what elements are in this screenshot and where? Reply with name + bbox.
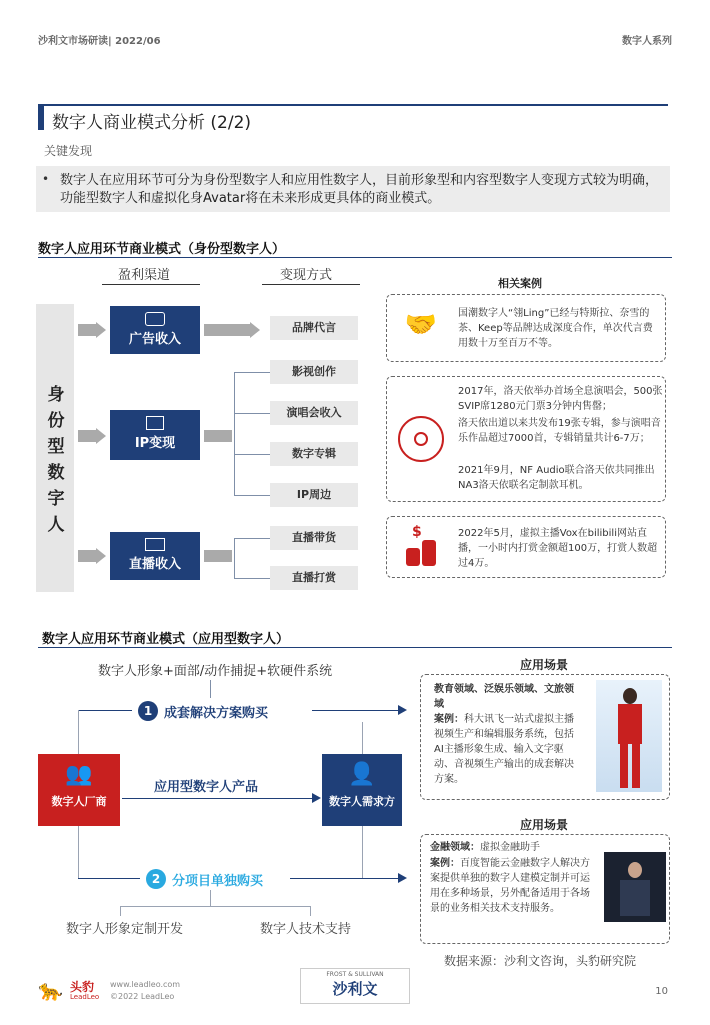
method-concert-revenue: 演唱会收入 <box>270 401 358 425</box>
arrow-ad-to-method <box>204 324 250 336</box>
frame-right-bottom <box>362 826 363 878</box>
live-branch-vline <box>234 538 235 579</box>
live-branch-2 <box>234 578 270 579</box>
leadleo-logo-sub: LeadLeo <box>70 993 100 1001</box>
frost-sullivan-logo: FROST & SULLIVAN 沙利文 <box>300 968 410 1004</box>
case-text-2: 2017年，洛天依举办首场全息演唱会，500张SVIP席1280元门票3分钟内售罄； <box>458 386 663 412</box>
bottom-branch-right <box>310 906 311 916</box>
arrow-3 <box>78 550 96 562</box>
step1-arrowhead <box>398 705 407 715</box>
monitor-icon <box>145 312 165 326</box>
col-case-label: 相关案例 <box>498 277 542 290</box>
footer-copyright: ©2022 LeadLeo <box>110 992 175 1001</box>
identity-type-label: 身 份 型 数 字 人 <box>47 385 65 535</box>
arrow-1 <box>78 324 96 336</box>
page-title: 数字人商业模式分析 (2/2) <box>52 113 252 133</box>
frame-left-top <box>78 710 79 754</box>
scene1-label: 应用场景 <box>520 658 569 672</box>
music-network-icon <box>398 416 444 462</box>
bottom-branch-left <box>120 906 121 916</box>
buyer-box: 👤 数字人需求方 <box>322 754 402 826</box>
section1-rule <box>38 257 672 258</box>
channel-ip-monetize: IP变现 <box>110 410 200 460</box>
step1-number-badge: 1 <box>138 701 158 721</box>
handshake-icon: 🤝 <box>404 310 438 340</box>
avatar-presenter-image <box>596 680 662 792</box>
components-connector <box>210 680 211 698</box>
method-live-tipping: 直播打赏 <box>270 566 358 590</box>
method-digital-album: 数字专辑 <box>270 442 358 466</box>
bullet-text: 数字人在应用环节可分为身份型数字人和应用性数字人，目前形象型和内容型数字人变现方式较为明确，功能型数字人和虚拟化身Avatar将在未来形成更具体的商业模式。 <box>60 173 659 206</box>
frame-right-top <box>362 722 363 754</box>
product-label: 应用型数字人产品 <box>154 780 259 795</box>
frame-left-bottom <box>78 826 79 878</box>
coins-icon: $ <box>402 522 438 570</box>
header-right: 数字人系列 <box>622 36 672 47</box>
scene2-domain: 金融领域：虚拟金融助手 <box>430 842 540 853</box>
scene2-label: 应用场景 <box>520 818 569 832</box>
key-findings-label: 关键发现 <box>44 144 93 158</box>
ticket-icon <box>146 416 164 430</box>
title-rule <box>38 104 668 106</box>
step2-arrowhead <box>398 873 407 883</box>
tech-support: 数字人技术支持 <box>260 922 352 937</box>
method-film-creation: 影视创作 <box>270 360 358 384</box>
arrow-2 <box>78 430 96 442</box>
page-number: 10 <box>655 986 668 997</box>
case-text-5: 2022年5月，虚拟主播Vox在bilibili网站直播，一小时内打赏金额超100万，打赏人数超过4万。 <box>458 528 658 569</box>
title-marker <box>38 104 44 130</box>
header-left: 沙利文市场研读| 2022/06 <box>38 36 161 47</box>
live-branch-1 <box>234 538 270 539</box>
col-method-label: 变现方式 <box>280 268 333 283</box>
people-icon: 👥 <box>65 762 93 787</box>
data-source: 数据来源：沙利文咨询，头豹研究院 <box>444 954 637 968</box>
section2-title: 数字人应用环节商业模式（应用型数字人） <box>42 632 290 647</box>
ip-branch-1 <box>234 372 270 373</box>
leadleo-logo-text: 头豹 <box>70 980 95 994</box>
vendor-box: 👥 数字人厂商 <box>38 754 120 826</box>
arrow-ip-to-methods <box>204 430 232 442</box>
step2-label: 分项目单独购买 <box>172 874 264 889</box>
col-channel-label: 盈利渠道 <box>118 268 171 283</box>
bottom-branch-stem <box>210 890 211 906</box>
footer-site: www.leadleo.com <box>110 980 181 989</box>
leadleo-logo-icon: 🐆 <box>38 978 63 1002</box>
step2-number-badge: 2 <box>146 869 166 889</box>
product-arrowhead <box>312 793 321 803</box>
col-channel-rule <box>102 284 200 285</box>
col-method-rule <box>262 284 360 285</box>
scene1-domain: 教育领域、泛娱乐领域、文旅领域 <box>434 684 574 710</box>
bullet-dot: • <box>42 172 50 186</box>
ip-branch-vline <box>234 372 235 496</box>
bottom-branch-bar <box>120 906 310 907</box>
ip-branch-3 <box>234 454 270 455</box>
case-text-3: 洛天依出道以来共发布19张专辑，参与演唱音乐作品超过7000首，专辑销量共计6-7万； <box>458 418 661 444</box>
finance-assistant-image <box>604 852 666 922</box>
film-icon <box>145 538 165 551</box>
section1-title: 数字人应用环节商业模式（身份型数字人） <box>38 242 286 257</box>
ip-branch-4 <box>234 495 270 496</box>
case-text-4: 2021年9月，NF Audio联合洛天依共同推出NA3洛天依联名定制款耳机。 <box>458 465 655 491</box>
channel-live-revenue: 直播收入 <box>110 532 200 580</box>
method-brand-endorsement: 品牌代言 <box>270 316 358 340</box>
scene2-case: 案例：百度智能云金融数字人解决方案提供单独的数字人建模定制并可运用在多种场景，另外配备适用于各场景的业务相关技术支持服务。 <box>430 858 590 914</box>
section2-rule <box>38 647 672 648</box>
ip-branch-2 <box>234 413 270 414</box>
step1-label: 成套解决方案购买 <box>164 706 269 721</box>
image-customization: 数字人形象定制开发 <box>66 922 184 937</box>
channel-ad-revenue: 广告收入 <box>110 306 200 354</box>
user-chat-icon: 👤 <box>348 762 376 787</box>
method-ip-merch: IP周边 <box>270 483 358 507</box>
solution-components: 数字人形象+面部/动作捕捉+软硬件系统 <box>98 664 333 679</box>
scene1-case: 案例：科大讯飞一站式虚拟主播视频生产和编辑服务系统，包括AI主播形象生成、输入文字驱动、音视频生产输出的成套解决方案。 <box>434 714 574 785</box>
method-live-commerce: 直播带货 <box>270 526 358 550</box>
product-arrow-line <box>122 798 312 799</box>
case-text-1: 国潮数字人“翎Ling”已经与特斯拉、奈雪的茶、Keep等品牌达成深度合作，单次代言费用数十万至百万不等。 <box>458 308 653 349</box>
arrow-live-to-methods <box>204 550 232 562</box>
